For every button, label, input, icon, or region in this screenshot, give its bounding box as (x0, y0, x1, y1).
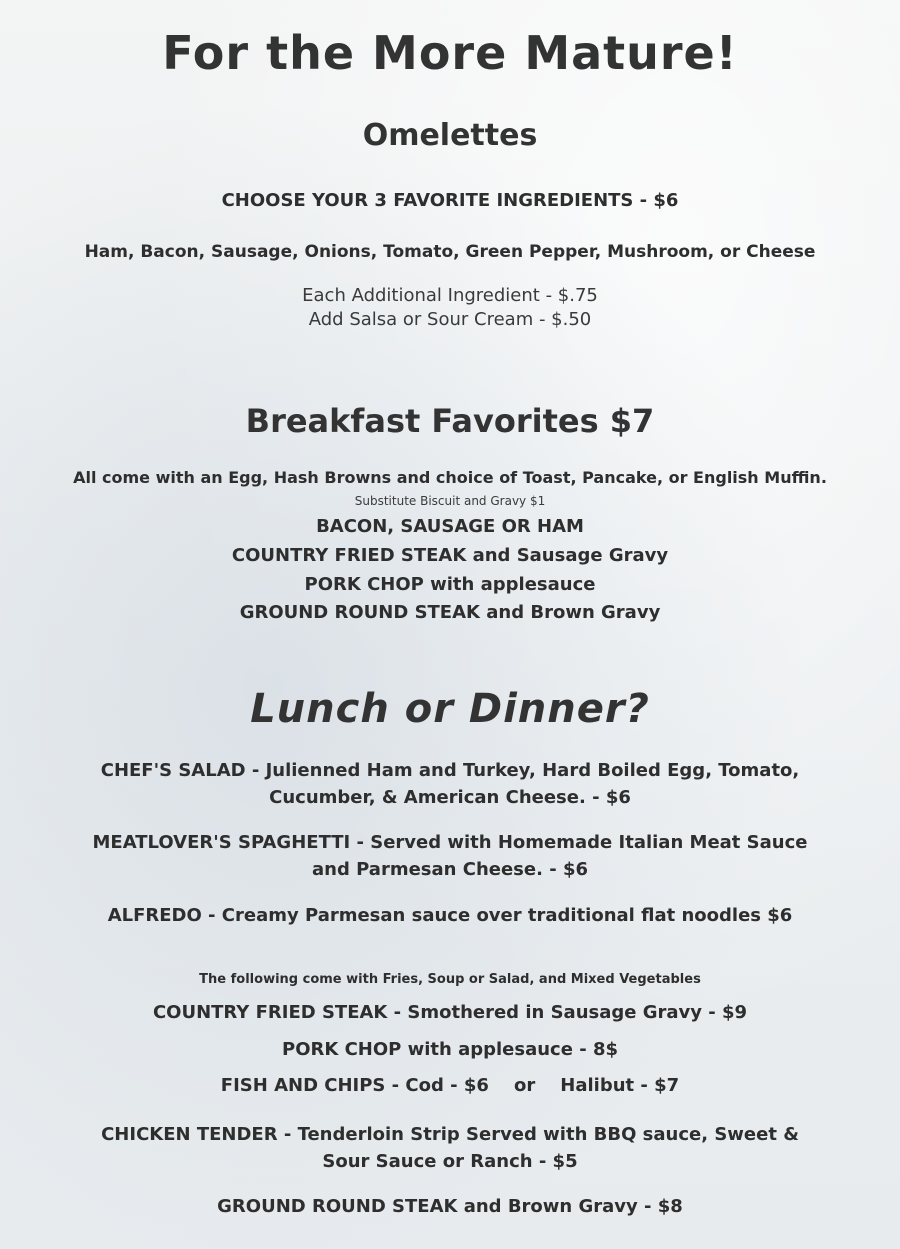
chicken-tender-line-2: Sour Sauce or Ranch - $5 (322, 1151, 578, 1172)
omelettes-salsa: Add Salsa or Sour Cream - $.50 (308, 309, 592, 330)
following-note: The following come with Fries, Soup or Salad, and Mixed Vegetables (199, 972, 701, 987)
chicken-tender-line-1: CHICKEN TENDER - Tenderloin Strip Served with BBQ sauce, Sweet & (101, 1124, 799, 1145)
spaghetti-line-1: MEATLOVER'S SPAGHETTI - Served with Homemade Italian Meat Sauce (92, 832, 808, 853)
breakfast-item: COUNTRY FRIED STEAK and Sausage Gravy (231, 545, 669, 566)
fish-chips-line: FISH AND CHIPS - Cod - $6 or Halibut - $7 (220, 1075, 680, 1096)
breakfast-item: GROUND ROUND STEAK and Brown Gravy (239, 602, 661, 623)
omelettes-choose: CHOOSE YOUR 3 FAVORITE INGREDIENTS - $6 (221, 190, 679, 211)
country-fried-line: COUNTRY FRIED STEAK - Smothered in Sausage Gravy - $9 (152, 1002, 748, 1023)
omelettes-heading: Omelettes (362, 118, 538, 153)
spaghetti-line-2: and Parmesan Cheese. - $6 (311, 859, 588, 880)
ground-round-line: GROUND ROUND STEAK and Brown Gravy - $8 (217, 1196, 683, 1217)
chefs-salad-line-2: Cucumber, & American Cheese. - $6 (269, 787, 631, 808)
page-title: For the More Mature! (162, 26, 738, 80)
breakfast-note: All come with an Egg, Hash Browns and choice of Toast, Pancake, or English Muffin. (73, 468, 827, 487)
omelettes-ingredients: Ham, Bacon, Sausage, Onions, Tomato, Green Pepper, Mushroom, or Cheese (84, 242, 816, 262)
pork-chop-line: PORK CHOP with applesauce - 8$ (282, 1039, 618, 1060)
omelettes-additional: Each Additional Ingredient - $.75 (302, 285, 598, 306)
breakfast-substitute: Substitute Biscuit and Gravy $1 (354, 494, 546, 508)
breakfast-item: BACON, SAUSAGE OR HAM (316, 516, 584, 537)
chefs-salad-line-1: CHEF'S SALAD - Julienned Ham and Turkey, Hard Boiled Egg, Tomato, (100, 760, 800, 781)
breakfast-item: PORK CHOP with applesauce (304, 574, 596, 595)
breakfast-heading: Breakfast Favorites $7 (245, 402, 655, 440)
lunch-heading: Lunch or Dinner? (250, 686, 650, 732)
alfredo-line: ALFREDO - Creamy Parmesan sauce over traditional flat noodles $6 (107, 905, 793, 926)
